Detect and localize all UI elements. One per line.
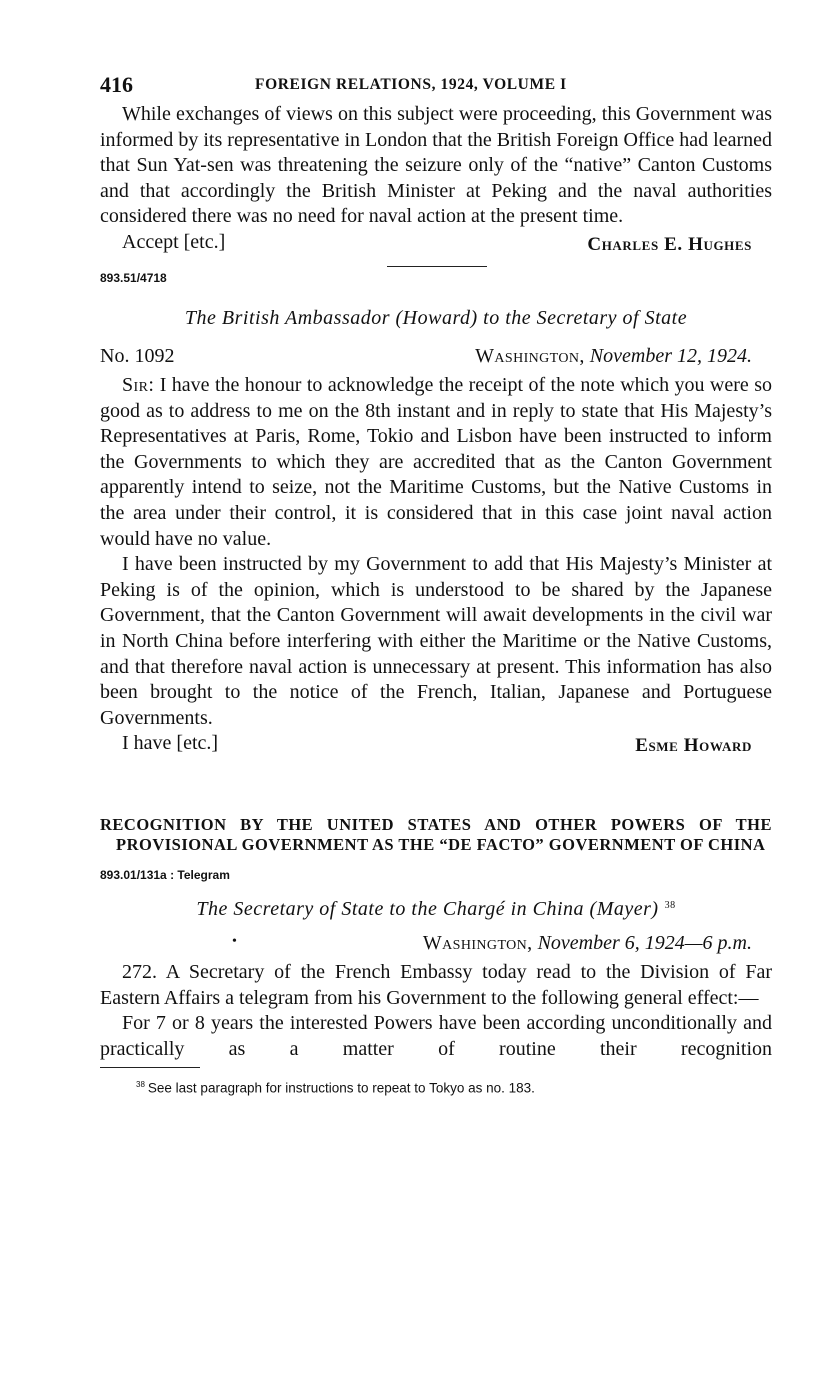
- doc2-date: November 12, 1924.: [589, 344, 752, 367]
- doc2-closing: I have [etc.]: [122, 732, 219, 755]
- doc2-salutation: Sir:: [122, 373, 155, 396]
- section-title: RECOGNITION BY THE UNITED STATES AND OTHER POWERS OF THE PROVISIONAL GOVERNMENT AS THE “DE FACTO” GOVERNMENT OF CHINA: [100, 815, 772, 854]
- doc1-paragraph: While exchanges of views on this subject were proceeding, this Government was informed by its representative in London that the British Foreign Office had learned that Sun Yat-sen was threatening the seizure only of the “native” Canton Customs and that accordingly the British Minister at Peking and the naval authorities considered there was no need for naval action at the present time.: [100, 103, 772, 228]
- doc3-heading: The Secretary of State to the Chargé in China (Mayer): [196, 898, 659, 921]
- doc3-paragraph-2: For 7 or 8 years the interested Powers have been according unconditionally and practically as a matter of routine their recognition: [100, 1012, 772, 1061]
- page-number: 416: [100, 72, 133, 97]
- footnote-text: See last paragraph for instructions to repeat to Tokyo as no. 183.: [147, 1080, 535, 1096]
- doc3-date: November 6, 1924—6 p.m.: [537, 932, 752, 955]
- running-title: FOREIGN RELATIONS, 1924, VOLUME I: [255, 76, 567, 93]
- doc2-file-number: 893.51/4718: [100, 270, 167, 285]
- footnote-rule: [100, 1067, 200, 1068]
- doc2-paragraph-1-text: I have the honour to acknowledge the receipt of the note which you were so good as to address to me on the 8th instant and in reply to state that His Majesty’s Representatives at Paris, Rome, Tokio and Lisbon have been instructed to inform the Governments to which they are accredited that as the Canton Government apparently intend to seize, not the Maritime Customs, but the Native Customs in the area under their control, it is considered that in this case joint naval action would have no value.: [100, 373, 772, 550]
- doc3-footnote-ref: 38: [664, 899, 676, 911]
- doc2-heading: The British Ambassador (Howard) to the Secretary of State: [184, 306, 688, 329]
- doc2-signature: Esme Howard: [635, 735, 752, 757]
- doc2-place-date: [475, 345, 752, 368]
- doc1-closing-line: [100, 230, 772, 256]
- footnote: [100, 1080, 772, 1096]
- doc3-file-number: 893.01/131a : Telegram: [100, 868, 230, 883]
- stray-dot: •: [232, 934, 237, 950]
- doc3-dateline: [100, 932, 772, 960]
- doc2-paragraph-1: [100, 373, 772, 552]
- doc2-dateline: [100, 345, 772, 373]
- separator-rule: [387, 266, 487, 267]
- document-page: [100, 68, 772, 1095]
- doc3-paragraph-1: 272. A Secretary of the French Embassy today read to the Division of Far Eastern Affairs a telegram from his Government to the following general effect:—: [100, 961, 772, 1009]
- doc1-closing: Accept [etc.]: [122, 230, 226, 253]
- doc3-heading-line: [100, 898, 772, 928]
- doc2-place: Washington,: [475, 344, 585, 367]
- doc3-place-date: [423, 932, 752, 955]
- doc1-signature: Charles E. Hughes: [587, 233, 752, 255]
- footnote-mark: 38: [136, 1079, 145, 1089]
- running-head: [100, 68, 772, 102]
- doc2-closing-line: [100, 731, 772, 757]
- doc2-number: No. 1092: [100, 344, 175, 367]
- doc2-paragraph-2: I have been instructed by my Government to add that His Majesty’s Minister at Peking is of the opinion, which is understood to be shared by the Japanese Government, that the Canton Government will await developments in the civil war in North China before interfering with either the Maritime or the Native Customs, and that therefore naval action is unnecessary at present. This information has also been brought to the notice of the French, Italian, Japanese and Portuguese Governments.: [100, 553, 772, 729]
- doc3-place: Washington,: [422, 932, 533, 955]
